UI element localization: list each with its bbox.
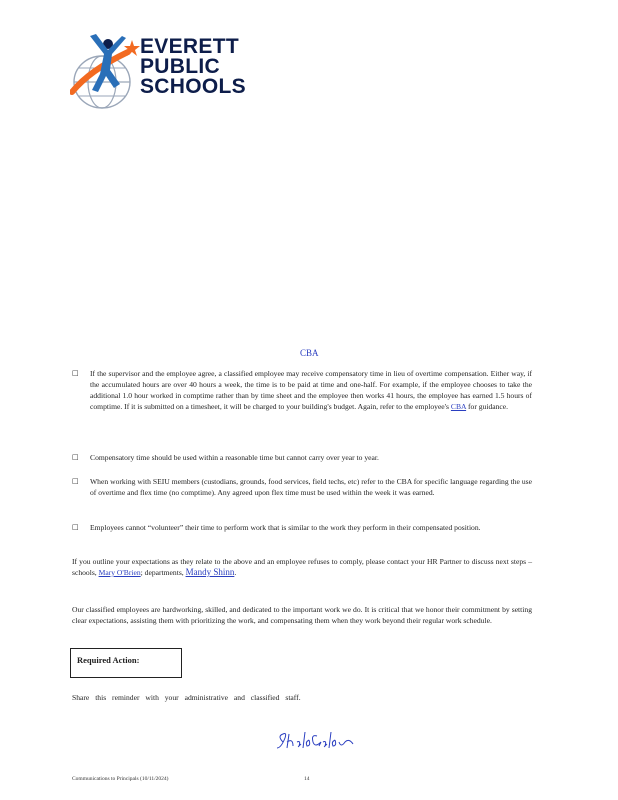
bullet-text: When working with SEIU members (custodians, grounds, food services, field techs, etc) refer to the CBA for specific language regarding the use of overtime and flex time (no comptime). Any agreed upon flex time must be used within the week it was earned.	[90, 477, 532, 497]
bullet-text: Employees cannot “volunteer” their time to perform work that is similar to the work they perform in their compensated position.	[90, 523, 481, 532]
signature-image	[275, 728, 355, 754]
bullet-box-icon: □	[72, 453, 79, 461]
required-action-label: Required Action:	[77, 655, 140, 665]
bullet-text: Compensatory time should be used within a reasonable time but cannot carry over year to year.	[90, 453, 379, 462]
paragraph-text: .	[234, 568, 237, 577]
bullet-text-part: If the supervisor and the employee agree, a classified employee may receive compensatory time in lieu of overtime compensation. Either way, if the accumulated hours are over 40 hours a week, the time is to be paid at time and one-half. For example, if the employee chooses to take the additional 1.0 hour worked in comptime rather than by time sheet and the employee then works 41 hours, the employee has earned 1.5 hours of comptime. If it is submitted on a timesheet, it will be charged to your building's budget. Again, refer to the employee's	[90, 369, 532, 411]
footer-text: Communications to Principals (10/11/2024)	[72, 776, 169, 782]
required-action-box	[70, 648, 182, 678]
mandy-shinn-link[interactable]: Mandy Shinn	[185, 567, 235, 577]
logo-figure-icon	[70, 30, 140, 116]
logo-wordmark	[140, 37, 246, 97]
bullet-item	[72, 476, 532, 498]
bullet-box-icon: □	[72, 523, 79, 531]
bullet-item	[72, 452, 532, 463]
page-number: 14	[304, 776, 310, 782]
logo-line-1: EVERETT	[140, 35, 239, 58]
bullet-item	[72, 522, 532, 533]
bullet-item	[72, 368, 532, 412]
cba-heading: CBA	[300, 348, 319, 358]
logo-line-3: SCHOOLS	[140, 75, 246, 98]
paragraph-text: ; departments,	[140, 568, 186, 577]
paragraph-text: If you outline your expectations as they relate to the above and an employee refuses to comply, please contact your HR Partner to discuss next steps – schools,	[72, 557, 532, 577]
share-instruction: Share this reminder with your administrative and classified staff.	[72, 693, 301, 702]
bullet-text	[90, 368, 532, 412]
bullet-box-icon: □	[72, 477, 79, 485]
bullet-text-part: for guidance.	[466, 402, 509, 411]
cba-link[interactable]: CBA	[450, 402, 467, 411]
closing-paragraph: Our classified employees are hardworking, skilled, and dedicated to the important work we do. It is critical that we honor their commitment by setting clear expectations, assisting them with prioritizing the work, and compensating them when they work beyond their regular work schedule.	[72, 605, 532, 625]
bullet-box-icon: □	[72, 369, 79, 377]
hr-contact-paragraph	[72, 556, 532, 578]
mary-obrien-link[interactable]: Mary O'Brien	[98, 568, 141, 577]
logo-line-2: PUBLIC	[140, 55, 220, 78]
